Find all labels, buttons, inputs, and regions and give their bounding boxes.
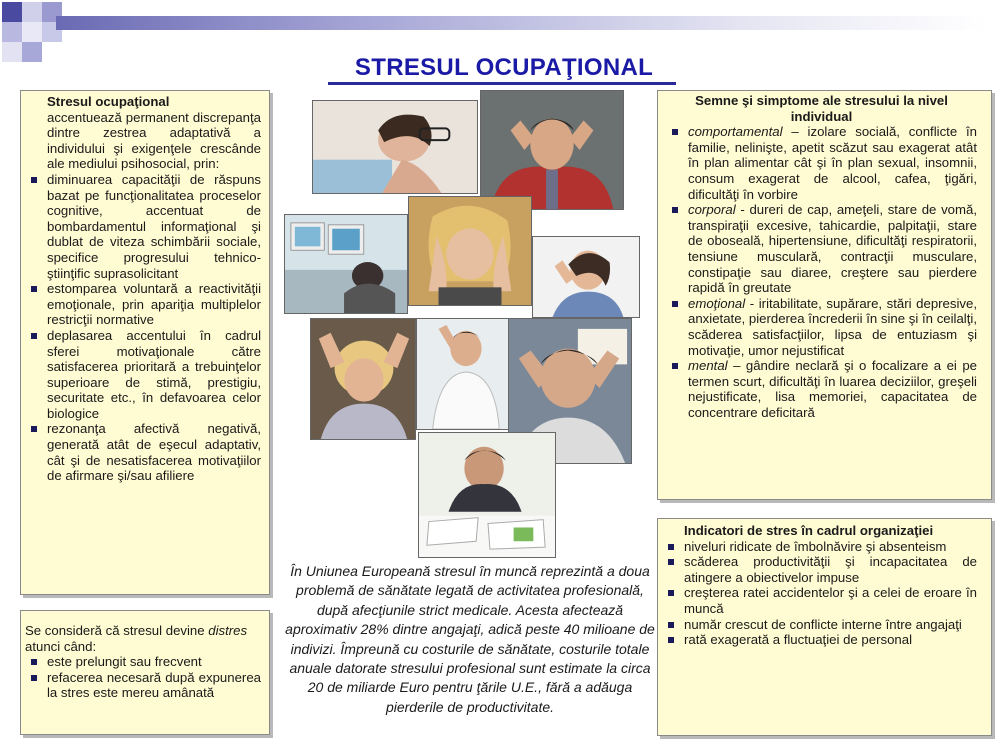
box-intro: accentuează permanent discrepanţa dintre zestrea adaptativă a individului şi exigenţele crescânde ale mediului psihosocial, prin: [47,109,261,172]
box-heading: Stresul ocupaţional [47,94,170,109]
distress-list [25,654,261,701]
list-item [666,202,977,296]
distress-term: distres [208,623,248,638]
distress-intro-end: atunci când: [25,638,97,654]
list-item [666,124,977,202]
photo-man-over-papers [418,432,556,558]
photo-woman-head-in-hands [408,196,532,306]
symptom-term: mental [688,358,728,374]
indicators-list [662,539,977,648]
list-item: număr crescut de conflicte interne între angajaţi [662,617,977,633]
title-underline [328,82,676,85]
list-item: niveluri ridicate de îmbolnăvire şi absenteism [662,539,977,555]
distress-intro [25,623,261,654]
photo-stressed-woman-glasses [312,100,478,194]
symptom-text: - dureri de cap, ameţeli, stare de vomă, transpiraţii excesive, tahicardie, palpitaţii, stare de oboseală, hipertensiune, dificultăţi respiratorii, tensiune musculară, contracţii musculare, constipaţie sau diaree, creştere sau pierdere rapidă în greutate [688,202,977,296]
symptom-text: – izolare socială, conflicte în familie, nelinişte, apetit scăzut sau exagerat atât în plan alimentar cât şi în plan sexual, insomnii, consum exagerat de alcool, cafea, ţigări, dificultăţi în vorbire [688,124,977,202]
photo-man-reclining [416,318,512,430]
photo-man-holding-head-red-shirt [480,90,624,210]
page-title: STRESUL OCUPAŢIONAL [354,54,654,81]
organization-indicators-box [657,518,992,736]
eu-statistics-caption: În Uniunea Europeană stresul în muncă reprezintă a doua problemă de sănătate legată de activitatea profesională, după afecţiunile strict medicale. Acesta afectează aproximativ 28% dintre angajaţi, adică peste 40 milioane de indivizi. Împreună cu costurile de sănătate, costurile totale anuale datorate stresului profesional sunt estimate la circa 20 de miliarde Euro pentru ţările U.E., fără a adăuga pierderile de productivitate. [285,563,655,715]
list-item: estomparea voluntară a reactivităţii emoţionale, prin apariţia multiplelor restricţii normative [25,281,261,328]
list-item: diminuarea capacităţii de răspuns bazat pe funcţionalitatea proceselor cognitive, accentuat de bombardamentul informaţional şi dublat de viteza schimbării sociale, specifice progresului tehnico-ştiinţific suprasolicitant [25,172,261,281]
list-item: deplasarea accentului în cadrul sferei motivaţionale către satisfacerea prioritară a trebuinţelor superioare de stimă, prestigiu, securitate etc., în defavoarea celor biologice [25,328,261,422]
definition-list [25,172,261,484]
list-item [666,358,977,420]
box-heading: Indicatori de stres în cadrul organizaţiei [684,523,934,538]
symptoms-list [666,124,977,420]
photo-office-computers [284,214,408,314]
top-gradient-bar [56,16,986,30]
list-item: rată exagerată a fluctuaţiei de personal [662,632,977,648]
symptom-term: comportamental [688,124,783,140]
stress-definition-box [20,90,270,595]
list-item: refacerea necesară după expunerea la stres este mereu amânată [25,670,261,701]
box-heading: Semne şi simptome ale stresului la nivel individual [695,93,948,124]
distress-intro-text: Se consideră că stresul devine [25,623,209,638]
symptom-text: – gândire neclară şi o focalizare a ei pe termen scurt, dificultăţi în luarea deciziilor, greşeli nejustificate, lisa memoriei, capacitatea de concentrare deficitară [688,358,977,420]
list-item [666,296,977,358]
list-item: scăderea productivităţii şi incapacitatea de atingere a obiectivelor impuse [662,554,977,585]
photo-woman-at-desk [532,236,640,318]
symptom-text: - iritabilitate, supărare, stări depresive, anxietate, pierderea încrederii în sine şi în ceilalţi, scăderea satisfacţiilor, lipsa de entuziasm şi motivaţie, umor nejustificat [688,295,977,358]
individual-symptoms-box [657,90,992,500]
list-item: creşterea ratei accidentelor şi a celei de eroare în muncă [662,585,977,616]
photo-woman-blonde-stressed [310,318,416,440]
symptom-term: emoţional [688,295,746,311]
distress-box [20,610,270,735]
list-item: rezonanţa afectivă negativă, generată atât de eşecul adaptativ, cât şi de nesatisfacerea motivaţiilor de afirmare şi/sau afiliere [25,421,261,483]
list-item: este prelungit sau frecvent [25,654,261,670]
symptom-term: corporal [688,202,736,218]
